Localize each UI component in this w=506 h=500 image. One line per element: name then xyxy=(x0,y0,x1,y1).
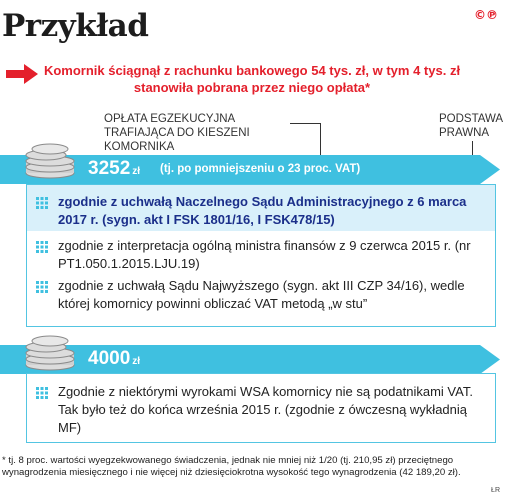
list-item-text: zgodnie z uchwałą Naczelnego Sądu Administracyjnego z 6 marca 2017 r. (sygn. akt I FSK 1801/16, I FSK478/15) xyxy=(58,194,467,227)
list-item xyxy=(34,237,490,273)
lead-text: Komornik ściągnął z rachunku bankowego 54 tys. zł, w tym 4 tys. zł stanowiła pobrana przez niego opłata* xyxy=(43,63,461,95)
fee-column-label: OPŁATA EGZEKUCYJNA TRAFIAJĄCA DO KIESZENI KOMORNIKA xyxy=(104,113,250,153)
list-item-text: zgodnie z uchwałą Sądu Najwyższego (sygn. akt III CZP 34/16), wedle której komornicy powinni obliczać VAT metodą „w stu” xyxy=(58,278,465,311)
coins-icon xyxy=(20,139,80,179)
fee-label-connector-vertical xyxy=(320,123,321,159)
coins-icon xyxy=(20,331,80,371)
grid-bullet-icon xyxy=(36,387,48,399)
list-item xyxy=(34,383,490,437)
amount-value: 3252 zł xyxy=(88,158,141,179)
grid-bullet-icon xyxy=(36,241,48,253)
publisher-logo: ©℗ xyxy=(474,8,498,22)
amount-note: (tj. po pomniejszeniu o 23 proc. VAT) xyxy=(160,163,361,175)
grid-bullet-icon xyxy=(36,197,48,209)
right-arrow-icon xyxy=(6,64,38,84)
footnote: * tj. 8 proc. wartości wyegzekwowanego świadczenia, jednak nie mniej niż 1/20 (tj. 210,95 zł) przeciętnego wynagrodzenia miesięcznego i nie więcej niż dziesięciokrotna wysokość tego wynagrodzenia (42 189,20 zł). xyxy=(2,455,461,478)
list-item-text: zgodnie z interpretacja ogólną ministra finansów z 9 czerwca 2015 r. (nr PT1.050.1.2015.LJU.19) xyxy=(58,238,471,271)
list-item xyxy=(34,193,490,229)
list-item-text: Zgodnie z niektórymi wyrokami WSA komornicy nie są podatnikami VAT. Tak było też do końca września 2015 r. (zgodnie z ówczesną wykładnią MF) xyxy=(58,384,473,435)
legal-basis-column-label: PODSTAWA PRAWNA xyxy=(439,113,503,139)
author-credit: ŁR xyxy=(491,487,500,494)
page-title: Przykład xyxy=(2,8,149,44)
fee-label-connector xyxy=(290,123,320,124)
list-item xyxy=(34,277,490,313)
amount-value: 4000 zł xyxy=(88,348,141,369)
grid-bullet-icon xyxy=(36,281,48,293)
